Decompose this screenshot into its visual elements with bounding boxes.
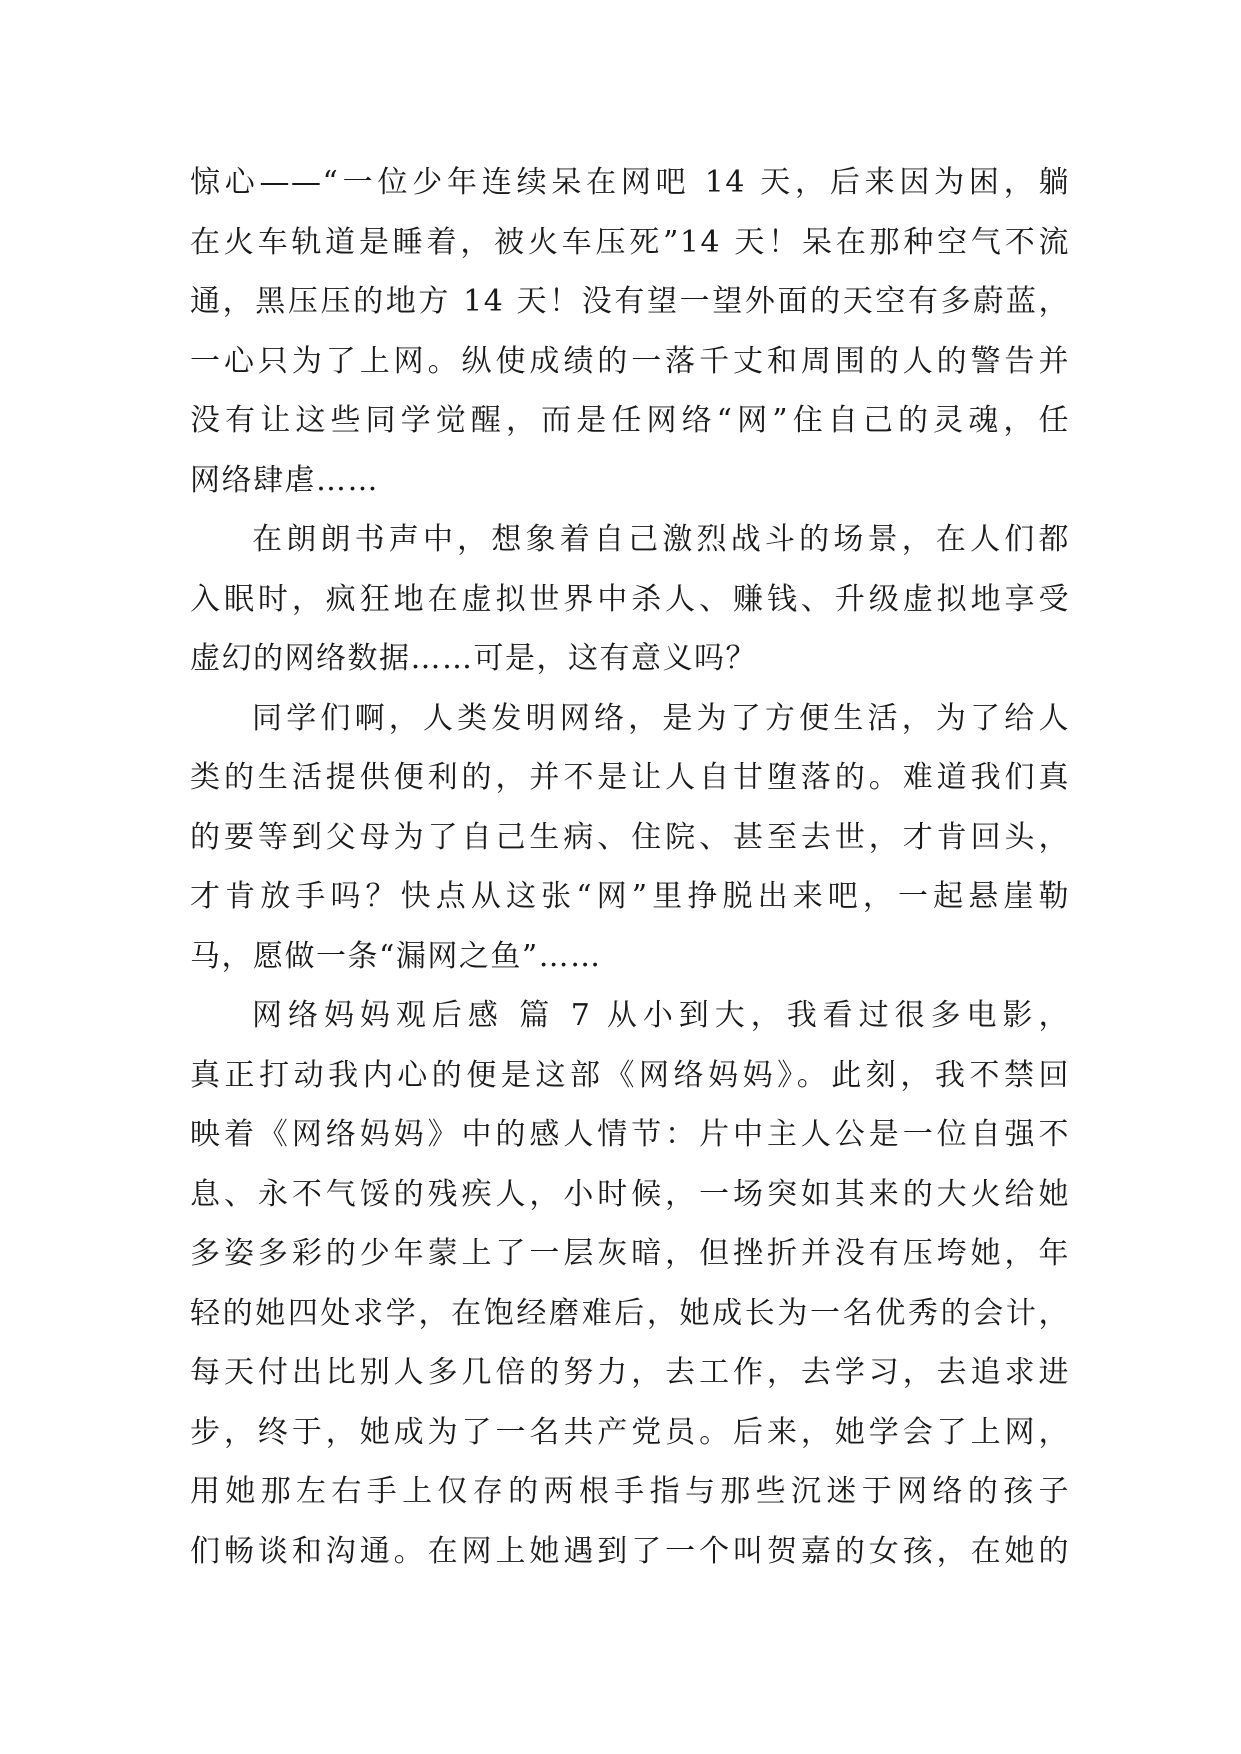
text-line: 多姿多彩的少年蒙上了一层灰暗，但挫折并没有压垮她，年 [190, 1236, 1070, 1271]
text-line: 网络妈妈观后感 篇 7 从小到大，我看过很多电影， [252, 998, 1070, 1033]
text-line: 每天付出比别人多几倍的努力，去工作，去学习，去追求进 [190, 1355, 1070, 1390]
text-line: 在朗朗书声中，想象着自己激烈战斗的场景，在人们都 [252, 522, 1070, 557]
document-body-text [190, 153, 1070, 1581]
text-line: 的要等到父母为了自己生病、住院、甚至去世，才肯回头， [190, 819, 1070, 855]
text-line: 虚幻的网络数据……可是，这有意义吗？ [190, 641, 757, 676]
text-line: 惊心——“一位少年连续呆在网吧 14 天，后来因为困，躺 [190, 165, 1070, 200]
text-line: 息、永不气馁的残疾人，小时候，一场突如其来的大火给她 [190, 1176, 1070, 1212]
text-line: 没有让这些同学觉醒，而是任网络“网”住自己的灵魂，任 [190, 403, 1070, 438]
text-line: 才肯放手吗？快点从这张“网”里挣脱出来吧，一起悬崖勒 [190, 879, 1070, 914]
text-line: 映着《网络妈妈》中的感人情节：片中主人公是一位自强不 [190, 1117, 1070, 1152]
text-line: 同学们啊，人类发明网络，是为了方便生活，为了给人 [252, 700, 1070, 736]
text-line: 网络肆虐…… [190, 462, 379, 498]
text-line: 在火车轨道是睡着，被火车压死”14 天！呆在那种空气不流 [190, 224, 1070, 260]
text-line: 类的生活提供便利的，并不是让人自甘堕落的。难道我们真 [190, 760, 1070, 795]
text-line: 入眠时，疯狂地在虚拟世界中杀人、赚钱、升级虚拟地享受 [190, 581, 1070, 617]
text-line: 们畅谈和沟通。在网上她遇到了一个叫贺嘉的女孩，在她的 [190, 1533, 1070, 1569]
text-line: 通，黑压压的地方 14 天！没有望一望外面的天空有多蔚蓝， [190, 284, 1070, 319]
text-line: 真正打动我内心的便是这部《网络妈妈》。此刻，我不禁回 [190, 1057, 1070, 1093]
text-line: 一心只为了上网。纵使成绩的一落千丈和周围的人的警告并 [190, 343, 1070, 379]
text-line: 轻的她四处求学，在饱经磨难后，她成长为一名优秀的会计， [190, 1295, 1070, 1331]
text-line: 马，愿做一条“漏网之鱼”…… [190, 938, 602, 974]
text-line: 步，终于，她成为了一名共产党员。后来，她学会了上网， [190, 1414, 1070, 1450]
text-line: 用她那左右手上仅存的两根手指与那些沉迷于网络的孩子 [190, 1474, 1070, 1509]
